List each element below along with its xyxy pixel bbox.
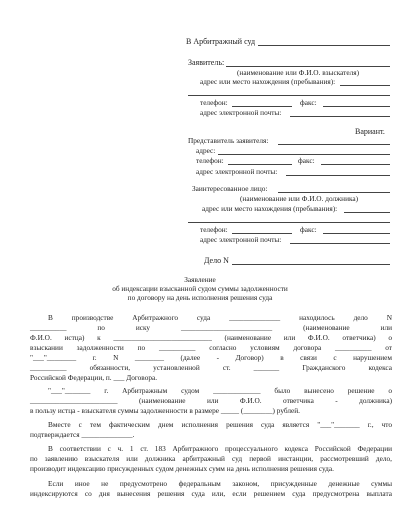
court-label: В Арбитражный суд [186, 37, 256, 46]
applicant-address-label: адрес или место нахождения (пребывания): [200, 77, 336, 86]
rep-phone-label: телефон: [196, 156, 224, 165]
applicant-address-line-2 [188, 95, 390, 96]
interested-email-label: адрес электронной почты: [200, 235, 282, 244]
body-p4-line-2: по заявлению взыскателя или должника арбитражный суд первой инстанции, рассмотревший дело, [30, 454, 392, 463]
interested-address-line [344, 212, 390, 213]
applicant-label: Заявитель: [188, 58, 225, 67]
rep-fax-line [321, 164, 390, 165]
body-p3-line-1: Вместе с тем фактическим днем исполнения решения суда является "___"_______ г., что [48, 420, 392, 429]
applicant-phone-line [232, 106, 292, 107]
variant-label: Вариант. [355, 127, 385, 136]
interested-email-line [290, 243, 390, 244]
interested-label: Заинтересованное лицо: [192, 184, 268, 193]
applicant-phone-label: телефон: [200, 98, 228, 107]
body-p4-line-3: производит индексацию присужденных судом денежных сумм на день исполнения решения суда. [30, 464, 334, 473]
body-p1-line-3: Ф.И.О. истца) к ___________________________ (наименование или Ф.И.О. ответчика) о [30, 333, 392, 342]
applicant-line [226, 66, 390, 67]
rep-fax-label: факс: [298, 156, 315, 165]
rep-email-label: адрес электронной почты: [196, 167, 278, 176]
rep-address-label: адрес: [196, 146, 216, 155]
body-p1-line-4: взыскании задолженности по __________ согласно условиям договора __________ от [30, 343, 392, 352]
body-p1-line-2: __________ по иску _________________________ (наименование или [30, 323, 392, 332]
interested-name-hint: (наименование или Ф.И.О. должника) [240, 194, 359, 203]
interested-fax-label: факс: [300, 225, 317, 234]
body-p5-line-2: индексируются со дня вынесения решения суда или, если решением суда предусмотрена выплата [30, 489, 392, 498]
interested-phone-line [232, 233, 292, 234]
rep-address-line [218, 154, 390, 155]
title-line-3: по договору на день исполнения решения суда [127, 293, 273, 302]
body-p1-line-1: В производстве Арбитражного суда ______________ находилось дело N [48, 313, 392, 322]
rep-label: Представитель заявителя: [188, 136, 269, 145]
interested-line [278, 192, 390, 193]
applicant-address-line [340, 85, 390, 86]
applicant-fax-label: факс: [300, 98, 317, 107]
body-p1-line-7: Российской Федерации, п. ___ Договора. [30, 373, 158, 382]
interested-address-label: адрес или место нахождения (пребывания): [202, 204, 338, 213]
body-p4-line-1: В соответствии с ч. 1 ст. 183 Арбитражного процессуального кодекса Российской Федерации [48, 444, 392, 453]
title-line-2: об индексации взысканной судом суммы задолженности [112, 284, 288, 293]
applicant-fax-line [323, 106, 390, 107]
body-p1-line-5: "___"________ г. N ________ (далее - Договор) в связи с нарушением [30, 353, 392, 362]
body-p2-line-3: в пользу истца - взыскателя суммы задолженности в размере _____ (________) рублей. [30, 406, 301, 415]
case-line [232, 264, 390, 265]
rep-email-line [286, 175, 390, 176]
body-p2-line-2: ________________________ (наименование или Ф.И.О. ответчика - должника) [30, 396, 392, 405]
applicant-email-line [290, 116, 390, 117]
body-p2-line-1: "___"_______ г. Арбитражным судом _____________ было вынесено решение о [48, 386, 392, 395]
interested-phone-label: телефон: [200, 225, 228, 234]
interested-address-line-2 [188, 222, 390, 223]
rep-line [278, 144, 390, 145]
interested-fax-line [323, 233, 390, 234]
body-p5-line-1: Если иное не предусмотрено федеральным законом, присужденные денежные суммы [48, 479, 392, 488]
body-p1-line-6: __________ обязанности, установленной ст. _______ Гражданского кодекса [30, 363, 392, 372]
case-label: Дело N [204, 256, 229, 265]
applicant-email-label: адрес электронной почты: [200, 108, 282, 117]
rep-phone-line [228, 164, 292, 165]
applicant-name-hint: (наименование или Ф.И.О. взыскателя) [237, 68, 360, 77]
court-line [258, 45, 390, 46]
body-p3-line-2: подтверждается ______________. [30, 430, 135, 439]
title-line-1: Заявление [184, 275, 216, 284]
